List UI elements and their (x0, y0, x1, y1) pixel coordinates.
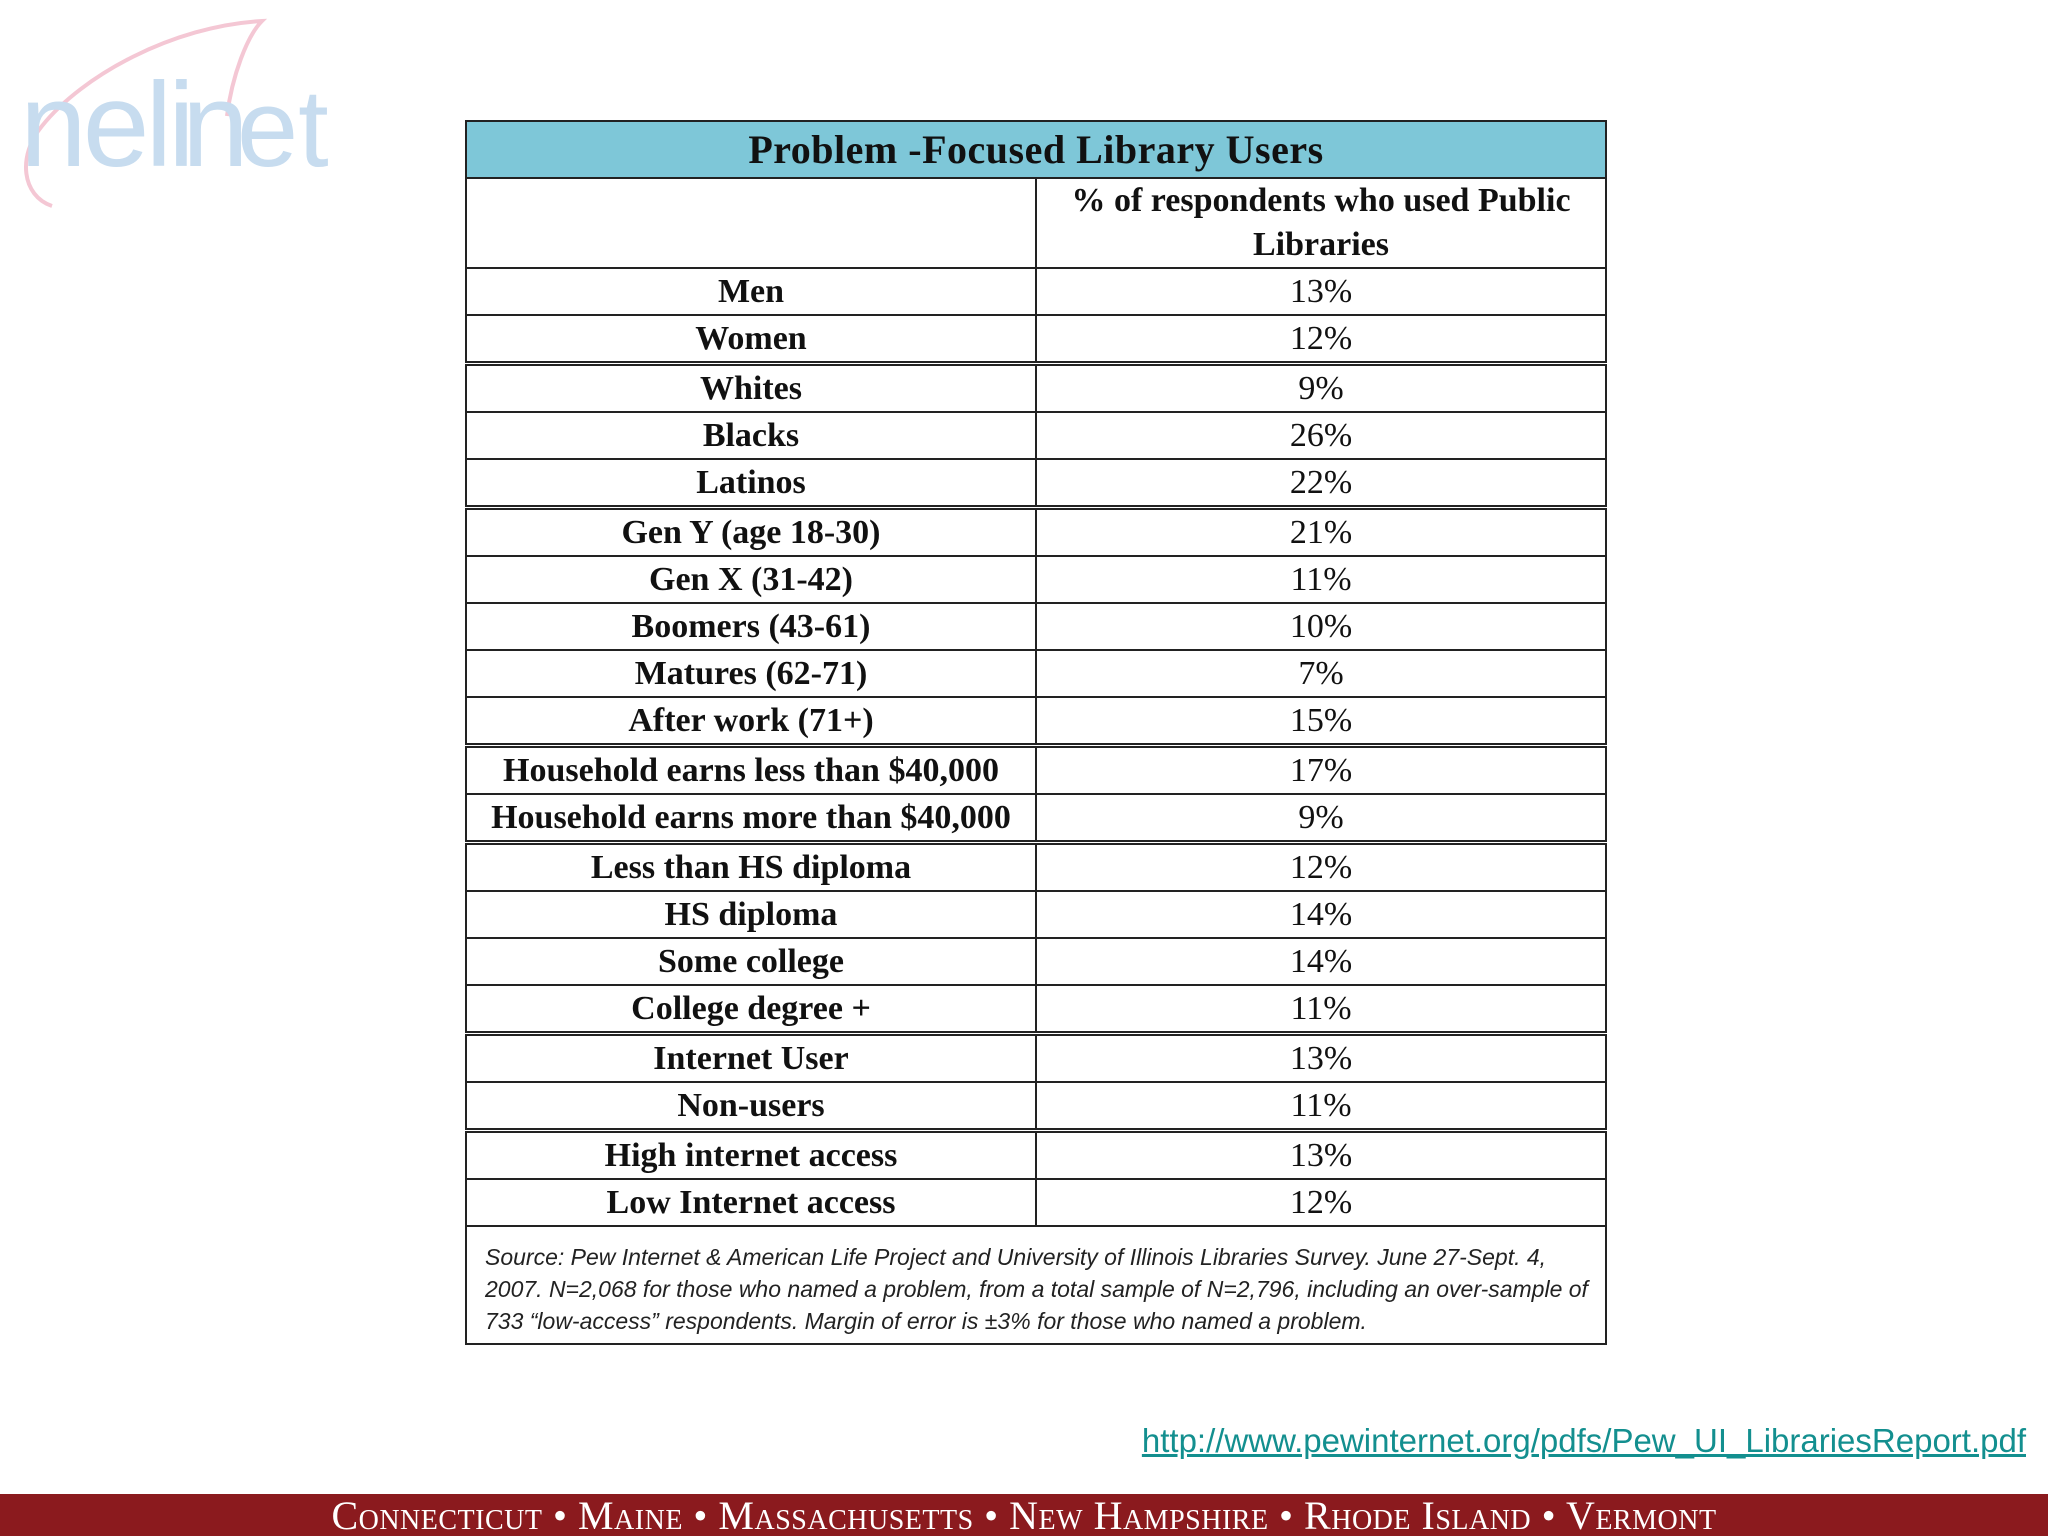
table-row (466, 746, 1606, 795)
table-row (466, 412, 1606, 459)
row-label: Internet User (466, 1034, 1036, 1083)
table-row (466, 1179, 1606, 1226)
table-title: Problem -Focused Library Users (466, 121, 1606, 178)
svg-text:n: n (182, 58, 245, 192)
row-value: 11% (1036, 1082, 1606, 1131)
row-label: High internet access (466, 1131, 1036, 1180)
library-users-table (465, 120, 1607, 1345)
row-label: Gen Y (age 18-30) (466, 508, 1036, 557)
table-row (466, 556, 1606, 603)
table-row (466, 794, 1606, 843)
row-label: Non-users (466, 1082, 1036, 1131)
row-label: Whites (466, 364, 1036, 413)
row-value: 9% (1036, 794, 1606, 843)
row-label: Matures (62-71) (466, 650, 1036, 697)
row-label: Women (466, 315, 1036, 364)
nelinet-logo (12, 6, 329, 236)
table-row (466, 1082, 1606, 1131)
header-left (466, 178, 1036, 268)
row-value: 13% (1036, 1131, 1606, 1180)
table-row (466, 508, 1606, 557)
row-label: Boomers (43-61) (466, 603, 1036, 650)
table-row (466, 891, 1606, 938)
row-label: Latinos (466, 459, 1036, 508)
row-value: 12% (1036, 1179, 1606, 1226)
row-value: 17% (1036, 746, 1606, 795)
table-row (466, 843, 1606, 892)
row-label: Low Internet access (466, 1179, 1036, 1226)
row-value: 11% (1036, 556, 1606, 603)
row-value: 14% (1036, 938, 1606, 985)
footer-states: Connecticut • Maine • Massachusetts • New Hampshire • Rhode Island • Vermont (331, 1492, 1717, 1538)
row-label: Household earns more than $40,000 (466, 794, 1036, 843)
row-label: Gen X (31-42) (466, 556, 1036, 603)
row-value: 7% (1036, 650, 1606, 697)
table-row (466, 650, 1606, 697)
row-value: 15% (1036, 697, 1606, 746)
row-value: 26% (1036, 412, 1606, 459)
row-value: 21% (1036, 508, 1606, 557)
table-row (466, 459, 1606, 508)
table-row (466, 985, 1606, 1034)
row-value: 14% (1036, 891, 1606, 938)
row-label: Blacks (466, 412, 1036, 459)
row-label: Some college (466, 938, 1036, 985)
row-value: 10% (1036, 603, 1606, 650)
header-right: % of respondents who used Public Libraries (1036, 178, 1606, 268)
row-label: HS diploma (466, 891, 1036, 938)
table-row (466, 315, 1606, 364)
row-label: College degree + (466, 985, 1036, 1034)
row-label: Less than HS diploma (466, 843, 1036, 892)
footer-banner (0, 1494, 2048, 1536)
svg-text:et: et (237, 67, 329, 190)
table-row (466, 603, 1606, 650)
row-value: 13% (1036, 268, 1606, 315)
row-value: 12% (1036, 315, 1606, 364)
row-value: 13% (1036, 1034, 1606, 1083)
source-note-row (466, 1226, 1606, 1344)
row-label: After work (71+) (466, 697, 1036, 746)
row-value: 9% (1036, 364, 1606, 413)
table-header-row (466, 178, 1606, 268)
row-label: Household earns less than $40,000 (466, 746, 1036, 795)
table-title-row (466, 121, 1606, 178)
row-value: 12% (1036, 843, 1606, 892)
table-row (466, 1034, 1606, 1083)
source-link[interactable]: http://www.pewinternet.org/pdfs/Pew_UI_LibrariesReport.pdf (1141, 1422, 2026, 1459)
row-value: 22% (1036, 459, 1606, 508)
row-value: 11% (1036, 985, 1606, 1034)
row-label: Men (466, 268, 1036, 315)
library-users-table-container (465, 120, 1607, 1345)
table-row (466, 268, 1606, 315)
svg-text:neli: neli (20, 58, 191, 192)
table-row (466, 364, 1606, 413)
source-note: Source: Pew Internet & American Life Project and University of Illinois Libraries Survey. June 27-Sept. 4, 2007. N=2,068 for those who named a problem, from a total sample of N=2,796, including an over-sample of 733 “low-access” respondents. Margin of error is ±3% for those who named a problem. (466, 1226, 1606, 1344)
nelinet-logo-graphic (12, 6, 329, 236)
table-row (466, 1131, 1606, 1180)
table-row (466, 938, 1606, 985)
table-row (466, 697, 1606, 746)
